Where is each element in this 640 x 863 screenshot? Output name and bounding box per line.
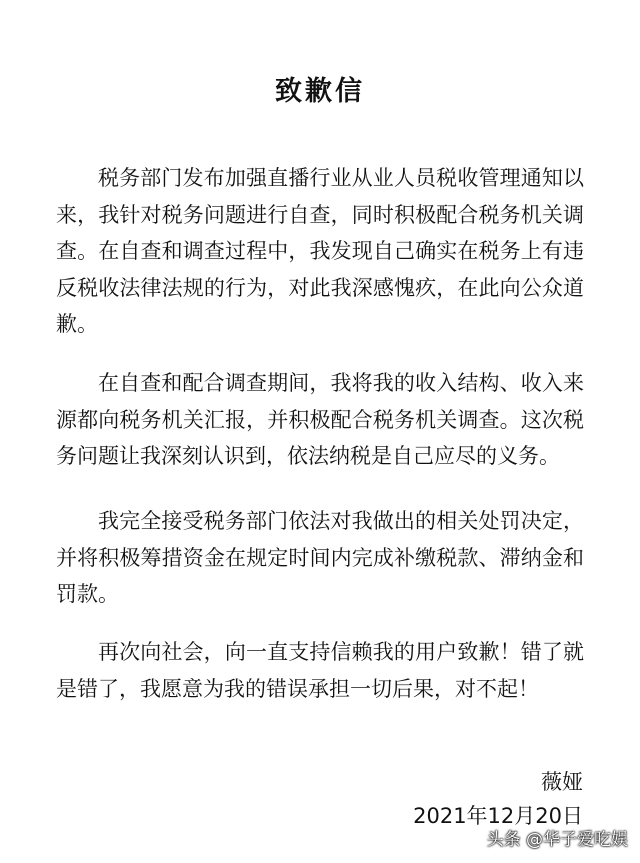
letter-paragraph-2: 在自查和配合调查期间，我将我的收入结构、收入来源都向税务机关汇报，并积极配合税务机关调查。这次税务问题让我深刻认识到，依法纳税是自己应尽的义务。 <box>56 371 584 468</box>
letter-title: 致歉信 <box>275 76 365 107</box>
letter-date: 2021年12月20日 <box>413 804 583 828</box>
signature: 薇娅 <box>541 770 583 794</box>
watermark: 头条 @华子爱吃娱 <box>486 830 628 850</box>
letter-paragraph-1: 税务部门发布加强直播行业从业人员税收管理通知以来，我针对税务问题进行自查，同时积极配合税务机关调查。在自查和调查过程中，我发现自己确实在税务上有违反税收法律法规的行为，对此我深感愧疚，在此向公众道歉。 <box>56 166 584 336</box>
letter-paragraph-4: 再次向社会，向一直支持信赖我的用户致歉！错了就是错了，我愿意为我的错误承担一切后果，对不起！ <box>56 640 584 701</box>
letter-paragraph-3: 我完全接受税务部门依法对我做出的相关处罚决定，并将积极筹措资金在规定时间内完成补缴税款、滞纳金和罚款。 <box>56 509 584 606</box>
